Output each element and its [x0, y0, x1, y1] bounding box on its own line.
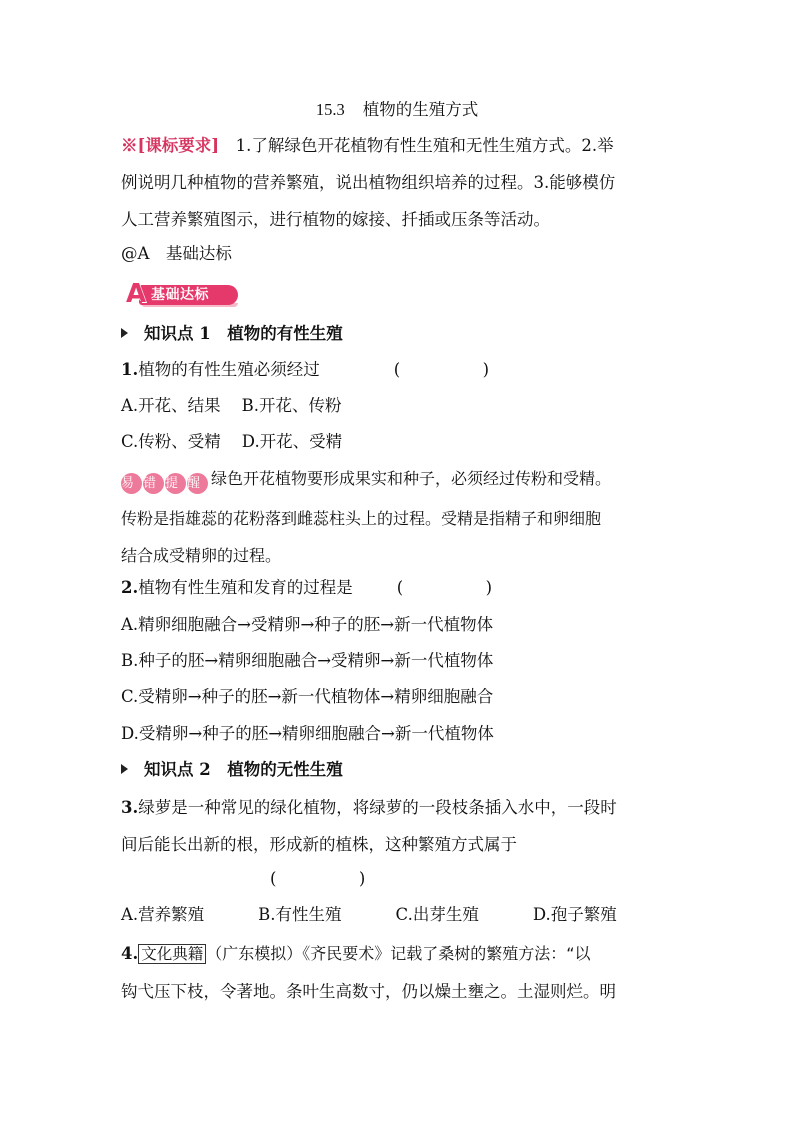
section-a-badge	[121, 279, 238, 309]
question-3-options	[121, 905, 617, 925]
knowledge-point-2	[121, 760, 343, 780]
question-1-option-a: A.开花、结果	[121, 396, 221, 415]
question-3-option-b: B.有性生殖	[258, 905, 342, 924]
question-1-answer-bracket: ( )	[393, 360, 490, 379]
tip-line-1: 绿色开花植物要形成果实和种子，必须经过传粉和受精。	[211, 469, 612, 488]
badge-letter-a-icon: A	[125, 279, 147, 309]
question-3-stem	[121, 789, 669, 863]
question-1-option-d: D.开花、受精	[241, 432, 343, 451]
section-a-heading: @A 基础达标	[121, 244, 232, 263]
question-1-options-row-1	[121, 396, 342, 416]
question-2-number: 2.	[121, 578, 139, 597]
tip-char-3: 提	[165, 473, 186, 494]
badge-label: 基础达标	[139, 285, 238, 305]
question-3-option-d: D.孢子繁殖	[532, 905, 617, 924]
question-1-stem	[121, 360, 489, 380]
knowledge-point-1-label: 知识点 1 植物的有性生殖	[144, 324, 343, 343]
question-2-option-c: C.受精卵→种子的胚→新一代植物体→精卵细胞融合	[121, 687, 494, 706]
tip-char-1: 易	[121, 473, 142, 494]
question-1-option-b: B.开花、传粉	[241, 396, 342, 415]
knowledge-point-2-label: 知识点 2 植物的无性生殖	[144, 760, 343, 779]
question-3-option-a: A.营养繁殖	[121, 905, 205, 924]
culture-classics-tag: 文化典籍	[138, 944, 206, 964]
question-1-options-row-2	[121, 432, 342, 452]
question-2-option-b: B.种子的胚→精卵细胞融合→受精卵→新一代植物体	[121, 651, 494, 670]
question-1-option-c: C.传粉、受精	[121, 432, 221, 451]
question-4-number: 4.	[121, 944, 139, 963]
question-3-answer-bracket: ( )	[270, 869, 366, 888]
tip-char-4: 醒	[187, 473, 208, 494]
question-3-line-1: 绿萝是一种常见的绿化植物，将绿萝的一段枝条插入水中，一段时	[138, 798, 617, 817]
question-2-option-d: D.受精卵→种子的胚→精卵细胞融合→新一代植物体	[121, 724, 494, 743]
triangle-bullet-icon	[121, 764, 128, 774]
requirements-label: ※[课标要求]	[121, 136, 220, 155]
question-2-text: 植物有性生殖和发育的过程是	[138, 578, 353, 597]
question-4-line-2: 钩弋压下枝，令著地。条叶生高数寸，仍以燥土壅之。土湿则烂。明	[121, 982, 616, 1001]
error-tip-block	[121, 460, 669, 574]
tip-char-2: 错	[143, 473, 164, 494]
question-1-number: 1.	[121, 360, 139, 379]
question-2-stem	[121, 578, 492, 598]
question-2-option-a: A.精卵细胞融合→受精卵→种子的胚→新一代植物体	[121, 615, 494, 634]
section-number: 15.3	[315, 100, 345, 119]
tip-line-3: 结合成受精卵的过程。	[121, 546, 282, 565]
question-3-number: 3.	[121, 798, 139, 817]
knowledge-point-1	[121, 324, 343, 344]
requirements-line-1: 1.了解绿色开花植物有性生殖和无性生殖方式。2.举	[235, 136, 614, 155]
triangle-bullet-icon	[121, 328, 128, 338]
question-4-stem	[121, 935, 669, 1010]
question-2-answer-bracket: ( )	[396, 578, 493, 597]
requirements-line-2: 例说明几种植物的营养繁殖，说出植物组织培养的过程。3.能够模仿	[121, 173, 616, 192]
page-title	[0, 99, 794, 121]
section-title: 植物的生殖方式	[362, 100, 479, 119]
error-tip-badge	[121, 463, 209, 500]
requirements-block	[121, 127, 669, 238]
question-3-line-2: 间后能长出新的根，形成新的植株，这种繁殖方式属于	[121, 835, 517, 854]
question-4-line-1: （广东模拟）《齐民要术》记载了桑树的繁殖方法：“以	[206, 944, 591, 963]
question-3-option-c: C.出芽生殖	[395, 905, 479, 924]
tip-line-2: 传粉是指雄蕊的花粉落到雌蕊柱头上的过程。受精是指精子和卵细胞	[121, 509, 602, 528]
requirements-line-3: 人工营养繁殖图示，进行植物的嫁接、扦插或压条等活动。	[121, 210, 550, 229]
question-1-text: 植物的有性生殖必须经过	[138, 360, 320, 379]
